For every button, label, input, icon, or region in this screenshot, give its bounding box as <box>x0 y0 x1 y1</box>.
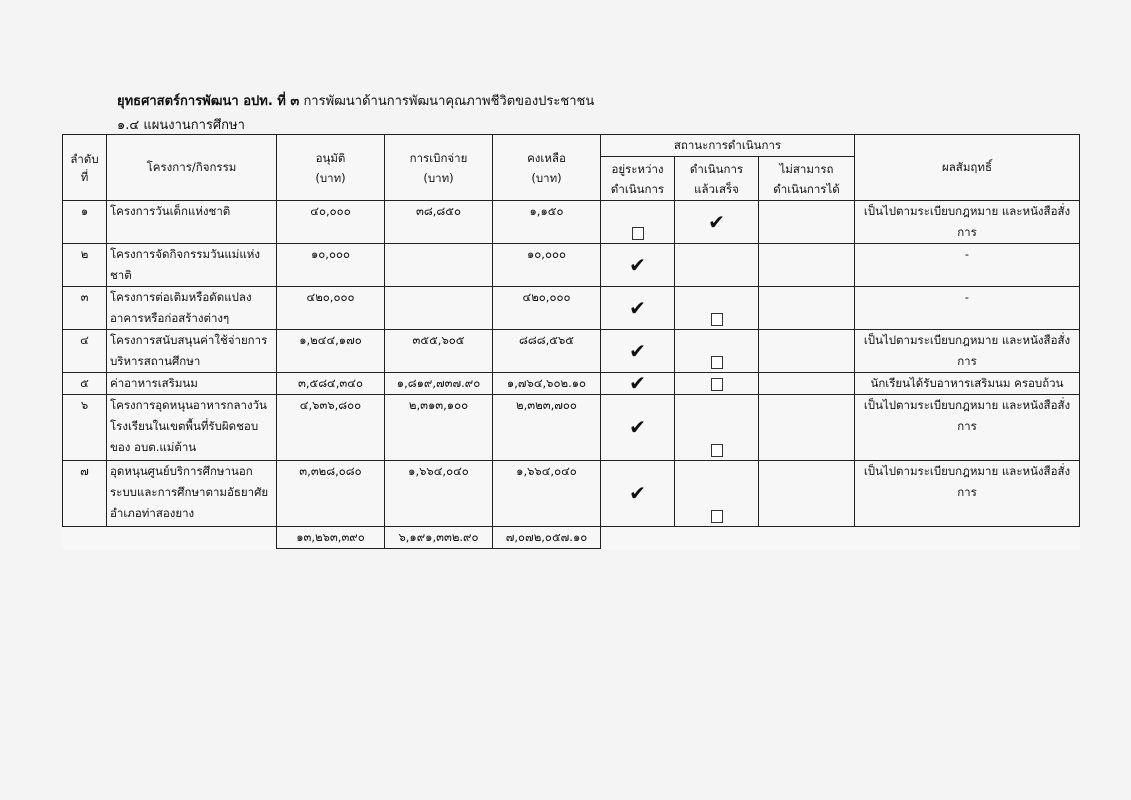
project-name: โครงการสนับสนุนค่าใช้จ่ายการบริหารสถานศึกษา <box>107 330 277 373</box>
approved-amount: ๔๒๐,๐๐๐ <box>277 287 385 330</box>
empty-checkbox-icon <box>711 313 723 326</box>
plan-heading: ๑.๔ แผนงานการศึกษา <box>117 118 245 133</box>
totals-row <box>63 527 1080 549</box>
status-completed <box>675 373 759 395</box>
status-in-progress <box>601 395 675 461</box>
project-name: โครงการต่อเติมหรือดัดแปลงอาคารหรือก่อสร้างต่างๆ <box>107 287 277 330</box>
header-project: โครงการ/กิจกรรม <box>107 135 277 201</box>
checkmark-icon: ✔ <box>629 252 646 277</box>
result-text: นักเรียนได้รับอาหารเสริมนม ครอบถ้วน <box>855 373 1080 395</box>
disbursed-amount: ๑,๘๑๙,๗๓๗.๙๐ <box>385 373 493 395</box>
strategy-title: การพัฒนาด้านการพัฒนาคุณภาพชีวิตของประชาชน <box>303 94 595 109</box>
project-name: โครงการจัดกิจกรรมวันแม่แห่งชาติ <box>107 244 277 287</box>
row-number: ๑ <box>63 201 107 244</box>
header-disbursed-label: การเบิกจ่าย <box>409 150 468 165</box>
result-text: เป็นไปตามระเบียบกฎหมาย และหนังสือสั่งการ <box>855 330 1080 373</box>
status-completed <box>675 287 759 330</box>
remaining-amount: ๑,๑๕๐ <box>493 201 601 244</box>
status-unable <box>759 373 855 395</box>
approved-amount: ๑๐,๐๐๐ <box>277 244 385 287</box>
status-unable <box>759 244 855 287</box>
project-name: โครงการอุดหนุนอาหารกลางวันโรงเรียนในเขตพื้นที่รับผิดชอบ ของ อบต.แม่ต้าน <box>107 395 277 461</box>
checkmark-icon: ✔ <box>629 338 646 363</box>
remaining-amount: ๘๘๘,๕๖๕ <box>493 330 601 373</box>
remaining-amount: ๑,๖๖๔,๐๔๐ <box>493 461 601 527</box>
status-in-progress <box>601 244 675 287</box>
row-number: ๔ <box>63 330 107 373</box>
remaining-amount: ๑,๗๖๔,๖๐๒.๑๐ <box>493 373 601 395</box>
disbursed-amount: ๓๘,๘๕๐ <box>385 201 493 244</box>
status-in-progress <box>601 461 675 527</box>
table-row <box>63 287 1080 330</box>
approved-amount: ๔๐,๐๐๐ <box>277 201 385 244</box>
empty-cell <box>63 527 107 549</box>
status-in-progress <box>601 201 675 244</box>
result-text: เป็นไปตามระเบียบกฎหมาย และหนังสือสั่งการ <box>855 461 1080 527</box>
table-row <box>63 201 1080 244</box>
empty-cell <box>759 527 855 549</box>
header-remaining <box>493 135 601 201</box>
empty-checkbox-icon <box>711 356 723 369</box>
status-unable <box>759 201 855 244</box>
empty-cell <box>855 527 1080 549</box>
status-completed <box>675 461 759 527</box>
status-completed <box>675 395 759 461</box>
project-name: โครงการวันเด็กแห่งชาติ <box>107 201 277 244</box>
row-number: ๕ <box>63 373 107 395</box>
header-in-progress: อยู่ระหว่าง ดำเนินการ <box>601 157 675 201</box>
checkmark-icon: ✔ <box>629 415 646 439</box>
status-unable <box>759 287 855 330</box>
approved-amount: ๓,๓๒๘,๐๘๐ <box>277 461 385 527</box>
table-body <box>63 201 1080 549</box>
header-disbursed <box>385 135 493 201</box>
disbursed-amount <box>385 287 493 330</box>
approved-amount: ๔,๖๓๖,๘๐๐ <box>277 395 385 461</box>
empty-checkbox-icon <box>632 227 644 240</box>
header-remaining-unit: (บาท) <box>531 170 562 185</box>
total-remaining: ๗,๐๗๒,๐๕๗.๑๐ <box>493 527 601 549</box>
status-in-progress <box>601 373 675 395</box>
project-name: อุดหนุนศูนย์บริการศึกษานอกระบบและการศึกษาตามอัธยาศัยอำเภอท่าสองยาง <box>107 461 277 527</box>
remaining-amount: ๒,๓๒๓,๗๐๐ <box>493 395 601 461</box>
status-in-progress <box>601 287 675 330</box>
header-approved-label: อนุมัติ <box>315 150 346 165</box>
table-row <box>63 395 1080 461</box>
header-unable: ไม่สามารถ ดำเนินการได้ <box>759 157 855 201</box>
row-number: ๗ <box>63 461 107 527</box>
remaining-amount: ๔๒๐,๐๐๐ <box>493 287 601 330</box>
disbursed-amount: ๑,๖๖๔,๐๔๐ <box>385 461 493 527</box>
remaining-amount: ๑๐,๐๐๐ <box>493 244 601 287</box>
header-status: สถานะการดำเนินการ <box>601 135 855 157</box>
disbursed-amount: ๒,๓๑๓,๑๐๐ <box>385 395 493 461</box>
row-number: ๒ <box>63 244 107 287</box>
disbursed-amount: ๓๕๕,๖๐๕ <box>385 330 493 373</box>
status-unable <box>759 395 855 461</box>
total-approved: ๑๓,๒๖๓,๓๙๐ <box>277 527 385 549</box>
project-name: ค่าอาหารเสริมนม <box>107 373 277 395</box>
empty-checkbox-icon <box>711 378 723 391</box>
header-remaining-label: คงเหลือ <box>527 150 566 165</box>
table-row <box>63 330 1080 373</box>
project-table <box>62 134 1080 549</box>
empty-checkbox-icon <box>711 510 723 523</box>
header-disbursed-unit: (บาท) <box>423 170 454 185</box>
checkmark-icon: ✔ <box>708 209 725 234</box>
empty-cell <box>107 527 277 549</box>
status-unable <box>759 461 855 527</box>
status-unable <box>759 330 855 373</box>
table-row <box>63 461 1080 527</box>
row-number: ๖ <box>63 395 107 461</box>
empty-cell <box>601 527 675 549</box>
table-row <box>63 373 1080 395</box>
header-completed: ดำเนินการ แล้วเสร็จ <box>675 157 759 201</box>
status-completed <box>675 330 759 373</box>
header-approved-unit: (บาท) <box>315 170 346 185</box>
header-no: ลำดับ ที่ <box>63 135 107 201</box>
result-text: เป็นไปตามระเบียบกฎหมาย และหนังสือสั่งการ <box>855 201 1080 244</box>
header-result: ผลสัมฤทธิ์ <box>855 135 1080 201</box>
status-completed <box>675 244 759 287</box>
result-text: เป็นไปตามระเบียบกฎหมาย และหนังสือสั่งการ <box>855 395 1080 461</box>
strategy-heading <box>117 90 594 111</box>
empty-checkbox-icon <box>711 444 723 457</box>
status-completed <box>675 201 759 244</box>
status-in-progress <box>601 330 675 373</box>
disbursed-amount <box>385 244 493 287</box>
result-text: - <box>855 244 1080 287</box>
table-row <box>63 244 1080 287</box>
empty-cell <box>675 527 759 549</box>
checkmark-icon: ✔ <box>629 481 646 505</box>
total-disbursed: ๖,๑๙๑,๓๓๒.๙๐ <box>385 527 493 549</box>
approved-amount: ๓,๕๘๔,๓๔๐ <box>277 373 385 395</box>
result-text: - <box>855 287 1080 330</box>
strategy-label: ยุทธศาสตร์การพัฒนา อปท. ที่ ๓ <box>117 94 300 109</box>
checkmark-icon: ✔ <box>629 295 646 320</box>
checkmark-icon: ✔ <box>629 371 646 395</box>
approved-amount: ๑,๒๔๔,๑๗๐ <box>277 330 385 373</box>
row-number: ๓ <box>63 287 107 330</box>
header-approved <box>277 135 385 201</box>
